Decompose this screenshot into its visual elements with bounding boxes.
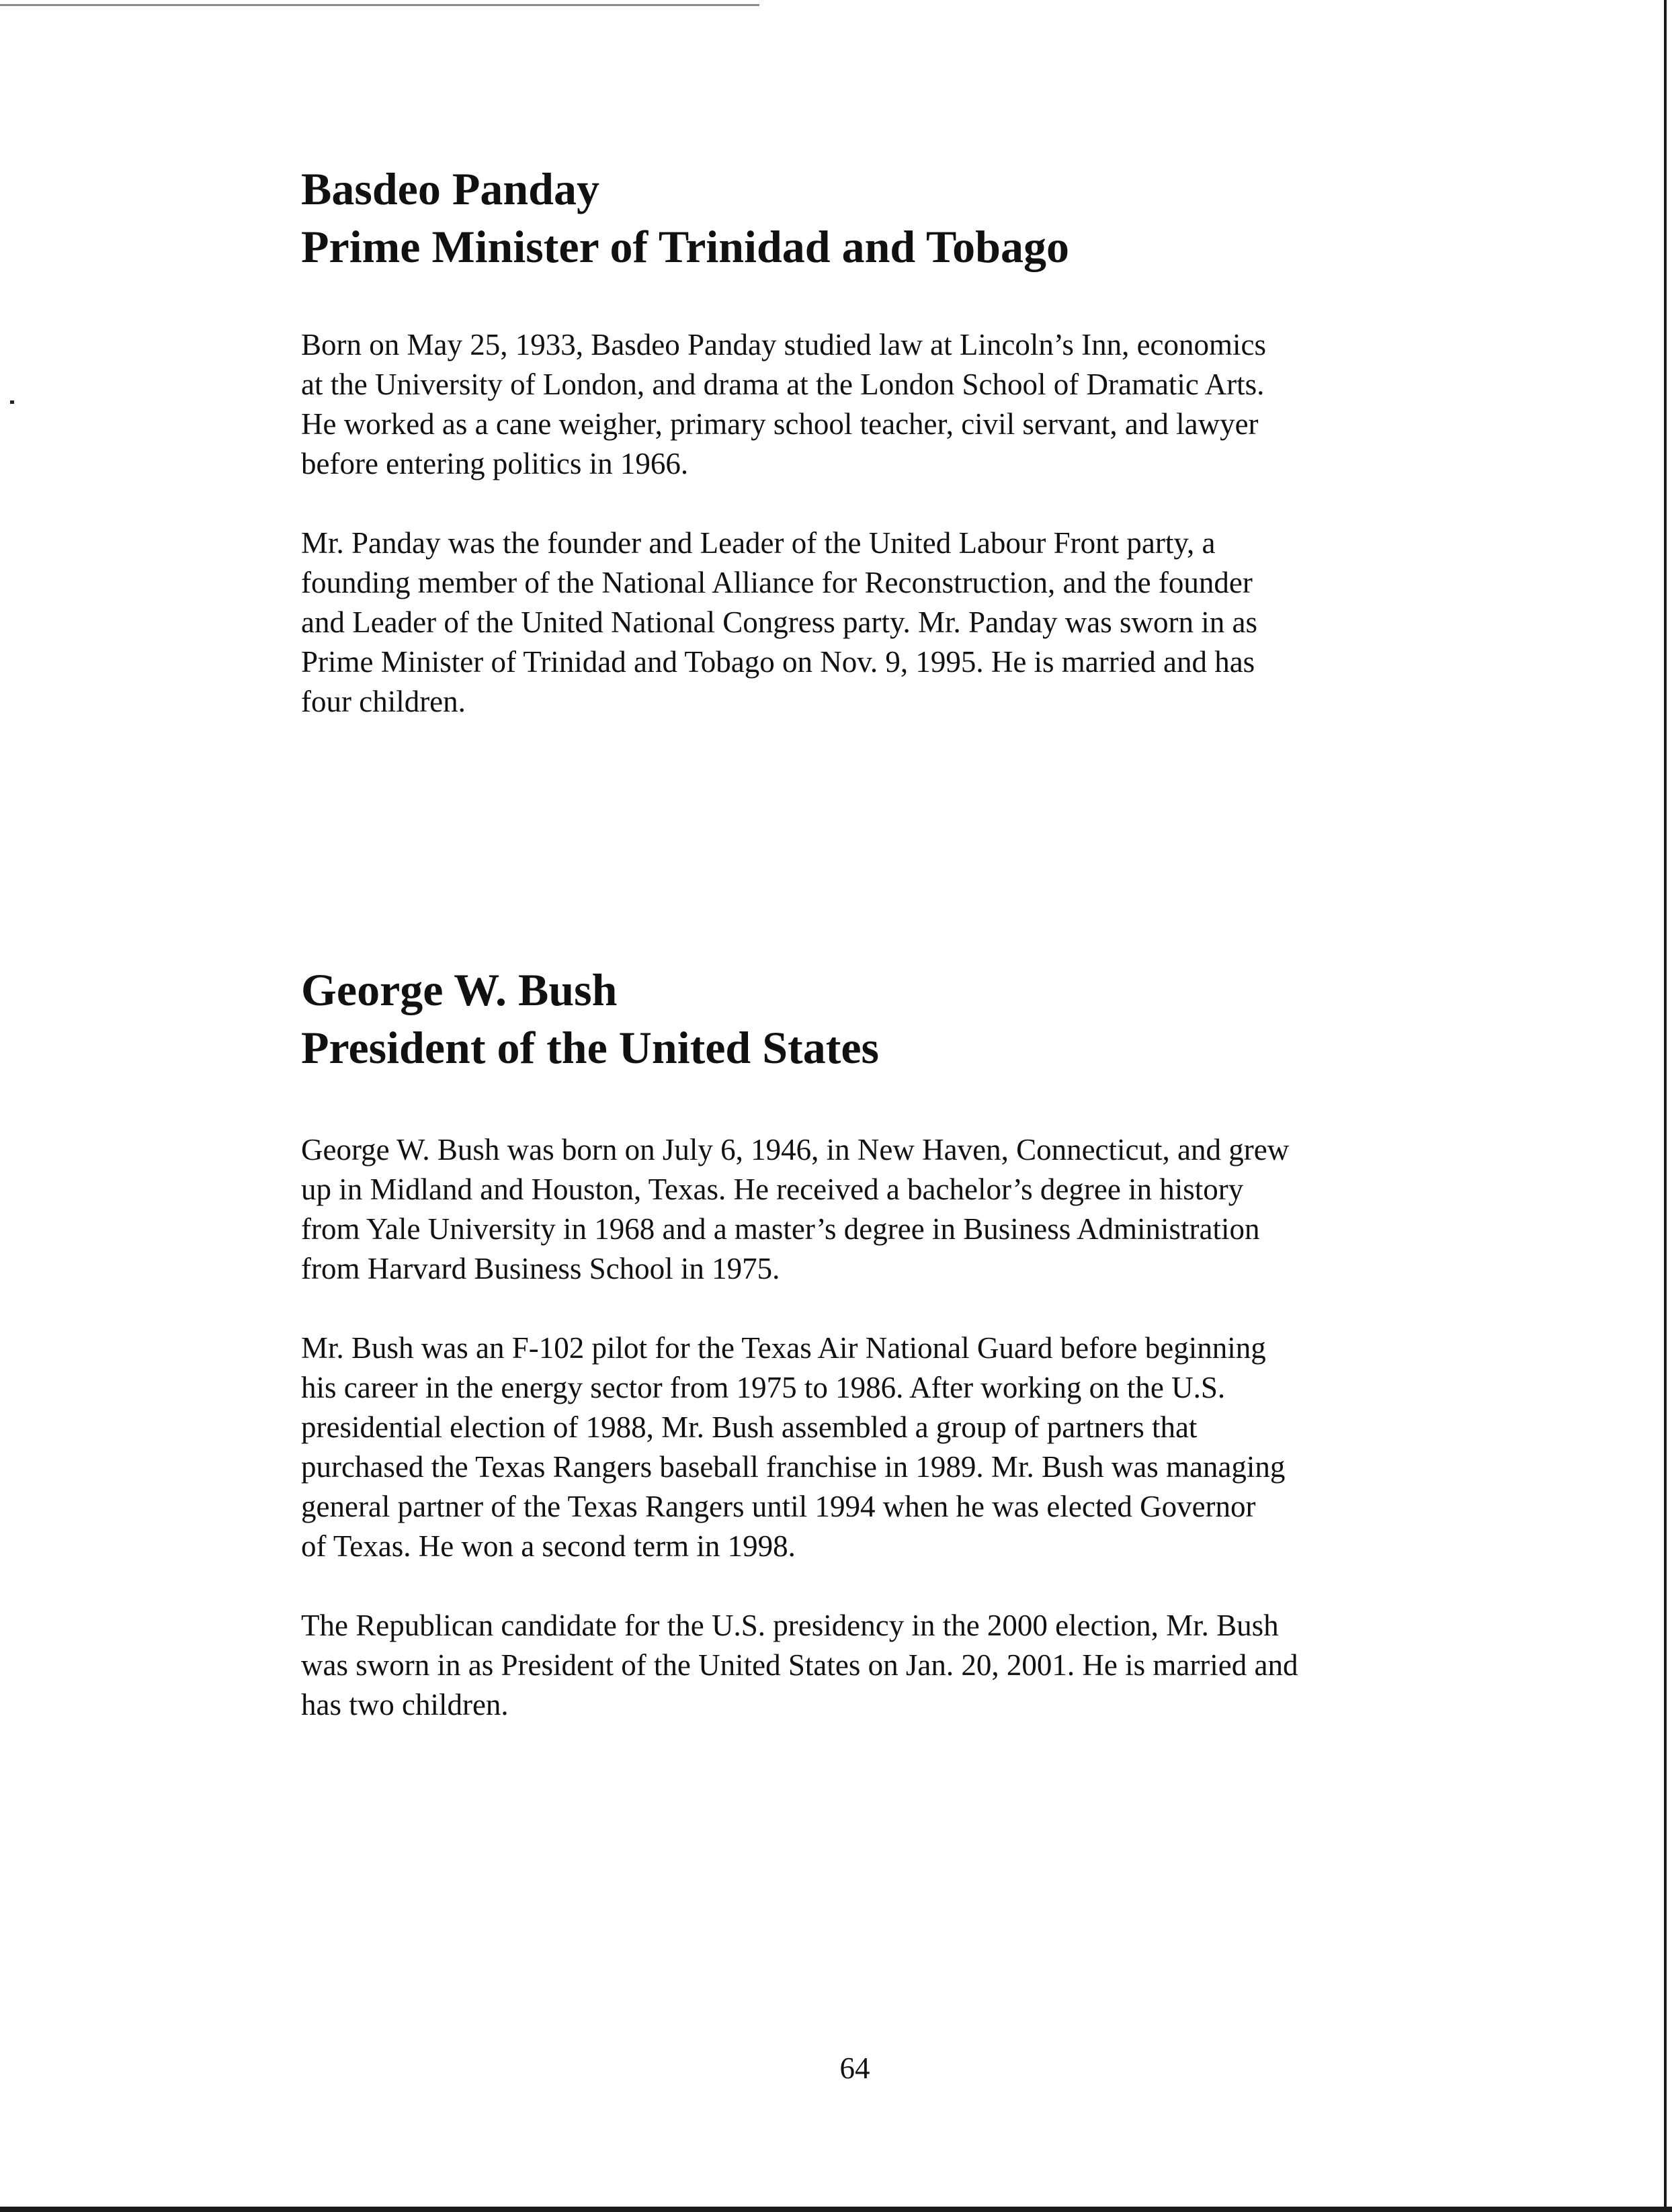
bio-section-bush <box>301 961 1430 1725</box>
person-name: Basdeo Panday <box>301 163 599 214</box>
bio-paragraph: Born on May 25, 1933, Basdeo Panday studied law at Lincoln’s Inn, economics at the University of London, and drama at the London School of Dramatic Arts. He worked as a cane weigher, primary school teacher, civil servant, and lawyer before entering politics in 1966. <box>301 328 1267 480</box>
scan-top-line <box>0 4 759 6</box>
scan-bottom-edge <box>0 2207 1672 2212</box>
bio-paragraph: George W. Bush was born on July 6, 1946, in New Haven, Connecticut, and grew up in Midland and Houston, Texas. He received a bachelor’s degree in history from Yale University in 1968 and a master’s degree in Business Administration from Harvard Business School in 1975. <box>301 1133 1290 1285</box>
scan-right-edge <box>1664 0 1667 2212</box>
person-role: President of the United States <box>301 1022 879 1073</box>
person-name: George W. Bush <box>301 964 618 1015</box>
scan-speck <box>10 400 14 404</box>
bio-paragraph: Mr. Bush was an F-102 pilot for the Texas Air National Guard before beginning his career in the energy sector from 1975 to 1986. After working on the U.S. presidential election of 1988, Mr. Bush assembled a group of partners that purchased the Texas Rangers baseball franchise in 1989. Mr. Bush was managing general partner of the Texas Rangers until 1994 when he was elected Governor of Texas. He won a second term in 1998. <box>301 1331 1286 1563</box>
bio-paragraph: Mr. Panday was the founder and Leader of the United Labour Front party, a founding member of the National Alliance for Reconstruction, and the founder and Leader of the United National Congress party. Mr. Panday was sworn in as Prime Minister of Trinidad and Tobago on Nov. 9, 1995. He is married and has four children. <box>301 526 1257 718</box>
person-role: Prime Minister of Trinidad and Tobago <box>301 221 1069 272</box>
bio-section-panday <box>301 160 1430 722</box>
bio-paragraph: The Republican candidate for the U.S. presidency in the 2000 election, Mr. Bush was sworn in as President of the United States on Jan. 20, 2001. He is married and has two children. <box>301 1609 1298 1721</box>
page-number: 64 <box>839 2051 870 2085</box>
